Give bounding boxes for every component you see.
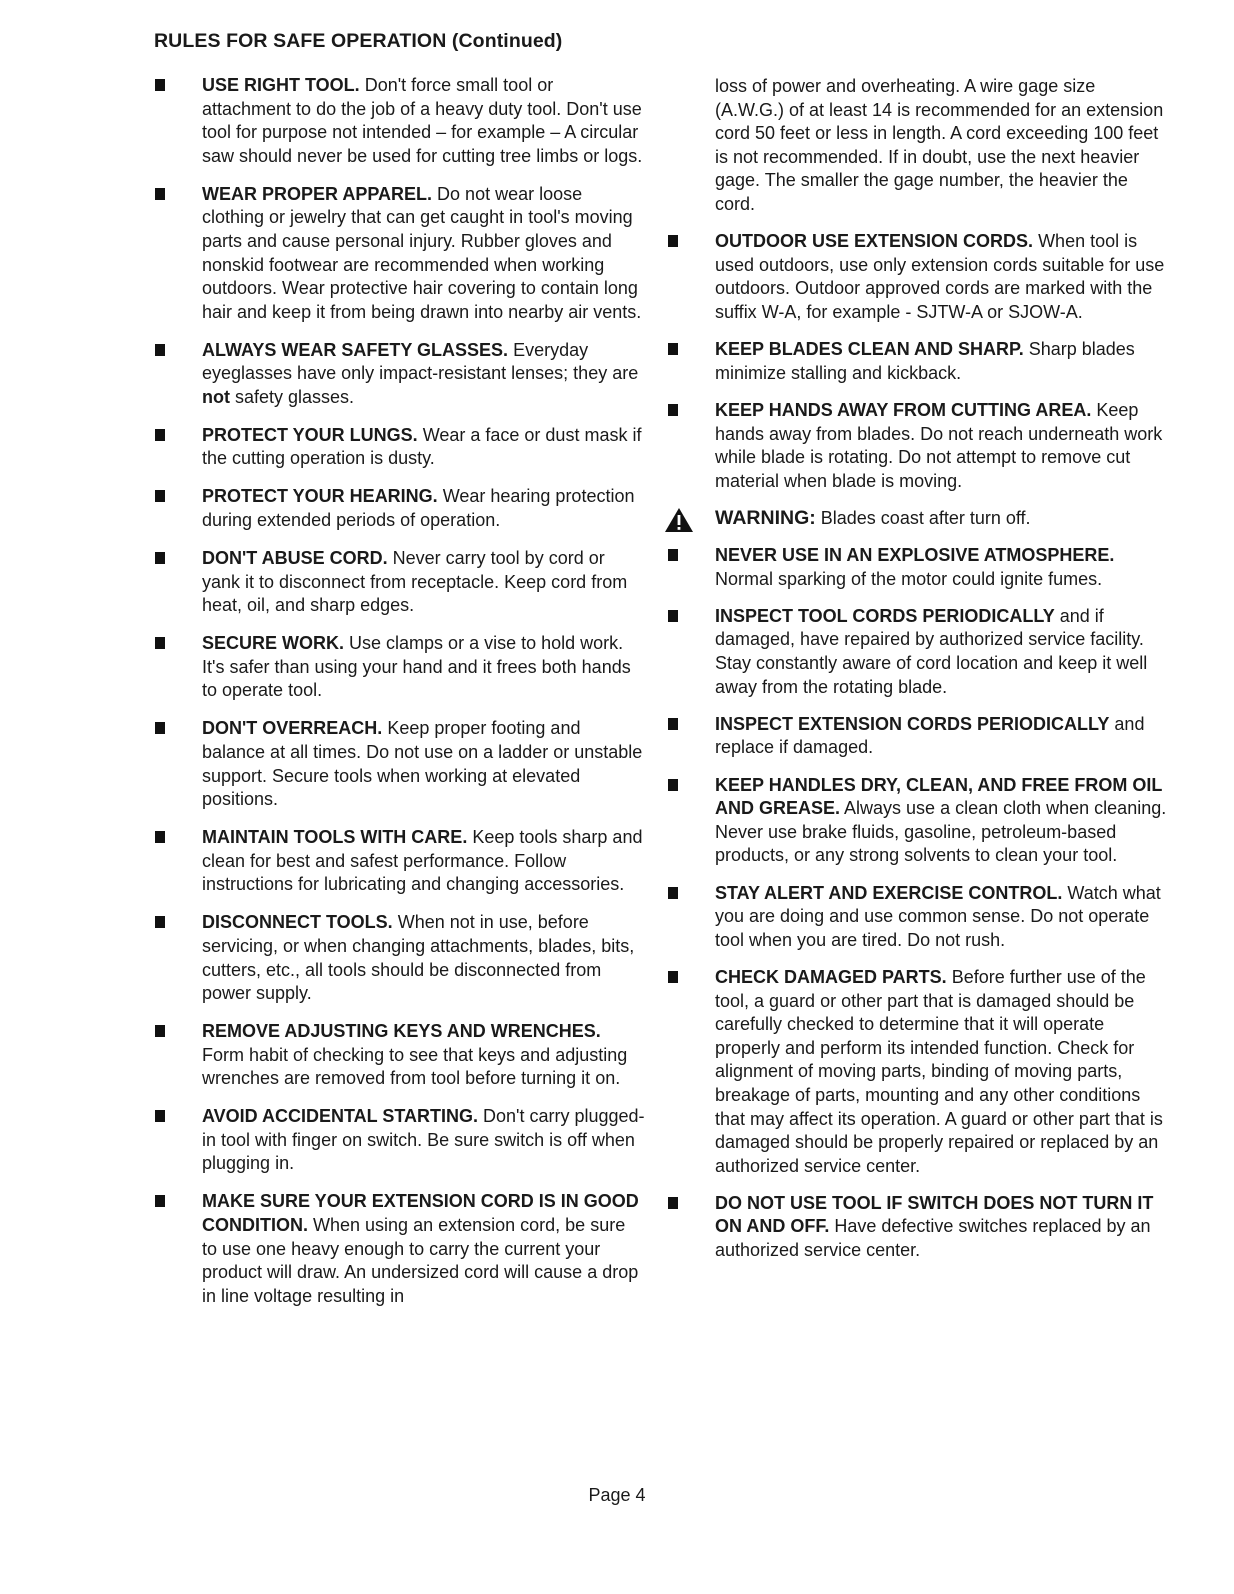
rule-heading: PROTECT YOUR HEARING.	[202, 486, 438, 507]
rule-safety-glasses	[155, 339, 645, 410]
rule-heading: CHECK DAMAGED PARTS.	[715, 966, 947, 987]
rule-text: Never carry tool by cord or yank it to disconnect from receptacle. Keep cord from heat, oil, and sharp edges.	[202, 548, 628, 616]
rule-text: Keep proper footing and balance at all times. Do not use on a ladder or unstable support. Secure tools when working at elevated positions.	[202, 718, 643, 810]
rule-text: Form habit of checking to see that keys and adjusting wrenches are removed from tool before turning it on.	[202, 1044, 628, 1089]
rule-stay-alert	[668, 882, 1168, 953]
bullet-icon	[155, 831, 165, 843]
rule-remove-keys	[155, 1020, 645, 1091]
rule-text: Do not wear loose clothing or jewelry that can get caught in tool's moving parts and cause personal injury. Rubber gloves and nonskid footwear are recommended when working outdoors. Wear protective hair covering to contain long hair and keep it from being drawn into nearby air vents.	[202, 183, 642, 322]
bullet-icon	[155, 916, 165, 928]
bullet-icon	[155, 429, 165, 441]
rule-text: Keep hands away from blades. Do not reach underneath work while blade is rotating. Do not attempt to remove cut material when blade is moving.	[715, 399, 1163, 491]
rule-heading: PROTECT YOUR LUNGS.	[202, 424, 418, 445]
rule-text: When tool is used outdoors, use only extension cords suitable for use outdoors. Outdoor approved cords are marked with the suffix W-A, for example - SJTW-A or SJOW-A.	[715, 231, 1165, 322]
rule-heading: INSPECT TOOL CORDS PERIODICALLY	[715, 605, 1055, 626]
rule-use-right-tool	[155, 74, 645, 168]
bullet-icon	[155, 79, 165, 91]
rule-text: Have defective switches replaced by an authorized service center.	[715, 1216, 1151, 1261]
rule-outdoor-cords	[668, 230, 1168, 324]
bullet-icon	[155, 552, 165, 564]
rule-heading: DON'T ABUSE CORD.	[202, 548, 388, 569]
bullet-icon	[668, 404, 678, 416]
continued-text: loss of power and overheating. A wire gage size (A.W.G.) of at least 14 is recommended for an extension cord 50 feet or less in length. A cord exceeding 100 feet is not recommended. If in doubt, use the next heavier gage. The smaller the gage number, the heavier the cord.	[715, 76, 1164, 214]
rule-hands-away	[668, 399, 1168, 493]
rule-text: Wear a face or dust mask if the cutting operation is dusty.	[202, 424, 642, 469]
bullet-icon	[668, 343, 678, 355]
rule-emphasis: not	[202, 386, 230, 407]
rule-text: Before further use of the tool, a guard or other part that is damaged should be carefully checked to determine that it will operate properly and perform its intended function. Check for alignment of moving parts, binding of moving parts, breakage of parts, mounting and any other conditions that may affect its operation. A guard or other part that is damaged should be properly repaired or replaced by an authorized service center.	[715, 966, 1163, 1176]
rule-heading: DO NOT USE TOOL IF SWITCH DOES NOT TURN IT ON AND OFF.	[715, 1192, 1154, 1237]
bullet-icon	[668, 1197, 678, 1209]
rule-text: Everyday eyeglasses have only impact-resistant lenses; they are	[202, 339, 639, 384]
bullet-icon	[668, 610, 678, 622]
bullet-icon	[155, 722, 165, 734]
rule-heading: NEVER USE IN AN EXPLOSIVE ATMOSPHERE.	[715, 545, 1115, 566]
rule-heading: AVOID ACCIDENTAL STARTING.	[202, 1106, 478, 1127]
rule-text: Normal sparking of the motor could ignite fumes.	[715, 568, 1103, 589]
rule-text: Watch what you are doing and use common sense. Do not operate tool when you are tired. Do not rush.	[715, 882, 1161, 950]
rule-heading: DISCONNECT TOOLS.	[202, 912, 393, 933]
left-column	[155, 74, 645, 1323]
rule-dont-abuse-cord	[155, 547, 645, 618]
rule-heading: REMOVE ADJUSTING KEYS AND WRENCHES.	[202, 1021, 601, 1042]
page-title: RULES FOR SAFE OPERATION (Continued)	[154, 30, 563, 52]
bullet-icon	[668, 971, 678, 983]
rule-text: and if damaged, have repaired by authorized service facility. Stay constantly aware of cord location and keep it well away from the rotating blade.	[715, 605, 1148, 697]
bullet-icon	[155, 188, 165, 200]
rule-protect-lungs	[155, 424, 645, 471]
rule-text: Use clamps or a vise to hold work. It's safer than using your hand and it frees both hands to operate tool.	[202, 633, 631, 701]
rule-text-end: safety glasses.	[235, 386, 355, 407]
bullet-icon	[155, 490, 165, 502]
rule-disconnect-tools	[155, 911, 645, 1005]
warning-triangle-icon	[664, 507, 694, 533]
rule-heading: SECURE WORK.	[202, 633, 345, 654]
rule-keep-blades-clean	[668, 338, 1168, 385]
rule-text: Keep tools sharp and clean for best and safest performance. Follow instructions for lubricating and changing accessories.	[202, 827, 643, 895]
bullet-icon	[668, 549, 678, 561]
rule-keep-handles-dry	[668, 774, 1168, 868]
rule-text: Wear hearing protection during extended periods of operation.	[202, 486, 635, 531]
rule-wear-proper-apparel	[155, 183, 645, 325]
rule-heading: OUTDOOR USE EXTENSION CORDS.	[715, 231, 1034, 252]
rule-heading: MAINTAIN TOOLS WITH CARE.	[202, 827, 468, 848]
page-number: Page 4	[588, 1485, 646, 1505]
bullet-icon	[155, 1195, 165, 1207]
rule-protect-hearing	[155, 485, 645, 532]
warning-heading: WARNING:	[715, 506, 816, 529]
rule-explosive-atmosphere	[668, 544, 1168, 591]
bullet-icon	[155, 1025, 165, 1037]
rule-check-damaged-parts	[668, 966, 1168, 1178]
bullet-icon	[668, 779, 678, 791]
rule-heading: INSPECT EXTENSION CORDS PERIODICALLY	[715, 713, 1110, 734]
bullet-icon	[155, 344, 165, 356]
rule-secure-work	[155, 632, 645, 703]
right-column	[668, 75, 1168, 1276]
bullet-icon	[668, 887, 678, 899]
rule-heading: WEAR PROPER APPAREL.	[202, 183, 433, 204]
rule-heading: DON'T OVERREACH.	[202, 718, 383, 739]
rule-heading: MAKE SURE YOUR EXTENSION CORD IS IN GOOD CONDITION.	[202, 1191, 639, 1236]
rule-text: Sharp blades minimize stalling and kickback.	[715, 339, 1135, 383]
rule-heading: ALWAYS WEAR SAFETY GLASSES.	[202, 339, 509, 360]
rule-text: When using an extension cord, be sure to use one heavy enough to carry the current your product will draw. An undersized cord will cause a drop in line voltage resulting in	[202, 1215, 639, 1306]
warning-text: Blades coast after turn off.	[820, 507, 1031, 528]
bullet-icon	[155, 1110, 165, 1122]
rule-avoid-starting	[155, 1105, 645, 1176]
warning-notice	[668, 507, 1168, 531]
rule-inspect-extension-cords	[668, 713, 1168, 760]
rule-text: Don't force small tool or attachment to do the job of a heavy duty tool. Don't use tool for purpose not intended – for example – A circular saw should never be used for cutting tree limbs or logs.	[202, 75, 643, 166]
rule-heading: STAY ALERT AND EXERCISE CONTROL.	[715, 882, 1063, 903]
rule-heading: KEEP HANDLES DRY, CLEAN, AND FREE FROM OIL AND GREASE.	[715, 774, 1163, 819]
rule-text: and replace if damaged.	[715, 713, 1145, 758]
rule-heading: KEEP BLADES CLEAN AND SHARP.	[715, 339, 1024, 360]
rule-switch	[668, 1192, 1168, 1263]
rule-text: Don't carry plugged-in tool with finger on switch. Be sure switch is off when plugging in.	[202, 1106, 645, 1174]
bullet-icon	[668, 235, 678, 247]
rule-heading: USE RIGHT TOOL.	[202, 75, 360, 95]
rule-text: When not in use, before servicing, or when changing attachments, blades, bits, cutters, etc., all tools should be disconnected from power supply.	[202, 912, 635, 1004]
rule-heading: KEEP HANDS AWAY FROM CUTTING AREA.	[715, 399, 1092, 420]
bullet-icon	[668, 718, 678, 730]
rule-inspect-tool-cords	[668, 605, 1168, 699]
bullet-icon	[155, 637, 165, 649]
continued-paragraph	[668, 75, 1168, 217]
rule-text: Always use a clean cloth when cleaning. Never use brake fluids, gasoline, petroleum-based products, or any strong solvents to clean your tool.	[715, 798, 1167, 866]
rule-extension-cord	[155, 1190, 645, 1308]
rule-dont-overreach	[155, 717, 645, 811]
rule-maintain-tools	[155, 826, 645, 897]
